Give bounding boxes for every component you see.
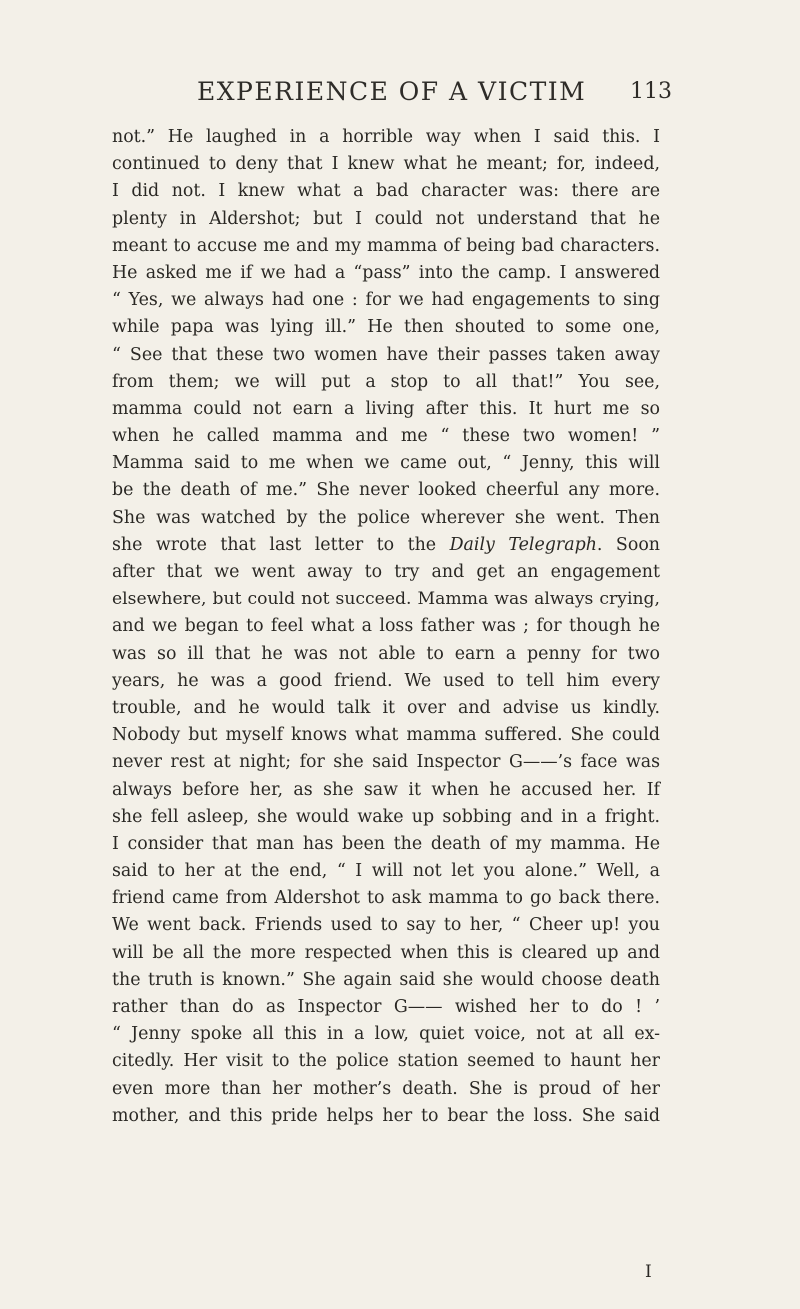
text-line: “ Yes, we always had one : for we had engagements to sing xyxy=(112,290,660,311)
text-line: plenty in Aldershot; but I could not understand that he xyxy=(112,208,660,229)
text-line: never rest at night; for she said Inspector G——’s face was xyxy=(112,752,660,773)
text-line: I consider that man has been the death of my mamma. He xyxy=(112,833,660,854)
text-line: She was watched by the police wherever she went. Then xyxy=(112,507,660,528)
text-line: was so ill that he was not able to earn a penny for two xyxy=(112,643,660,664)
text-line: the truth is known.” She again said she would choose death xyxy=(112,969,660,990)
text-line: not.” He laughed in a horrible way when I said this. I xyxy=(112,127,660,147)
text-line: elsewhere, but could not succeed. Mamma was always crying, xyxy=(112,589,660,610)
text-line: “ See that these two women have their passes taken away xyxy=(112,344,660,365)
text-line: and we began to feel what a loss father was ; for though he xyxy=(112,616,660,637)
running-title: EXPERIENCE OF A VICTIM xyxy=(197,77,587,106)
body-text xyxy=(112,124,660,1130)
text-line: she fell asleep, she would wake up sobbing and in a fright. xyxy=(112,806,660,827)
text-line: will be all the more respected when this is cleared up and xyxy=(112,942,660,963)
text-line: trouble, and he would talk it over and advise us kindly. xyxy=(112,697,660,718)
text-line: friend came from Aldershot to ask mamma to go back there. xyxy=(112,888,660,909)
text-line: mamma could not earn a living after this. It hurt me so xyxy=(112,398,660,419)
text-line: said to her at the end, “ I will not let you alone.” Well, a xyxy=(112,861,660,882)
running-head xyxy=(0,77,800,113)
text-line: Mamma said to me when we came out, “ Jenny, this will xyxy=(112,453,660,474)
text-line: rather than do as Inspector G—— wished her to do ! ’ xyxy=(112,997,660,1017)
text-line: years, he was a good friend. We used to tell him every xyxy=(112,670,660,691)
text-line: she wrote that last letter to the Daily Telegraph. Soon xyxy=(112,534,660,555)
text-line: from them; we will put a stop to all that!” You see, xyxy=(112,371,660,392)
text-line: continued to deny that I knew what he meant; for, indeed, xyxy=(112,154,660,175)
text-line: be the death of me.” She never looked cheerful any more. xyxy=(112,480,660,501)
text-line: while papa was lying ill.” He then shouted to some one, xyxy=(112,317,660,338)
signature-mark: I xyxy=(645,1262,652,1282)
text-line: “ Jenny spoke all this in a low, quiet voice, not at all ex- xyxy=(112,1024,660,1045)
text-line: I did not. I knew what a bad character was: there are xyxy=(112,181,660,202)
text-line: mother, and this pride helps her to bear the loss. She said xyxy=(112,1105,660,1126)
text-line: citedly. Her visit to the police station seemed to haunt her xyxy=(112,1051,660,1072)
text-line: meant to accuse me and my mamma of being bad characters. xyxy=(112,235,660,256)
text-line: always before her, as she saw it when he accused her. If xyxy=(112,779,660,800)
newspaper-title: Daily Telegraph xyxy=(449,534,597,555)
text-line: We went back. Friends used to say to her, “ Cheer up! you xyxy=(112,915,660,936)
text-line: Nobody but myself knows what mamma suffered. She could xyxy=(112,725,660,746)
text-line: after that we went away to try and get an engagement xyxy=(112,562,660,582)
text-line: when he called mamma and me “ these two women! ” xyxy=(112,426,660,447)
page-number: 113 xyxy=(630,79,672,104)
text-line: He asked me if we had a “pass” into the camp. I answered xyxy=(112,262,660,283)
text-line: even more than her mother’s death. She is proud of her xyxy=(112,1078,660,1099)
